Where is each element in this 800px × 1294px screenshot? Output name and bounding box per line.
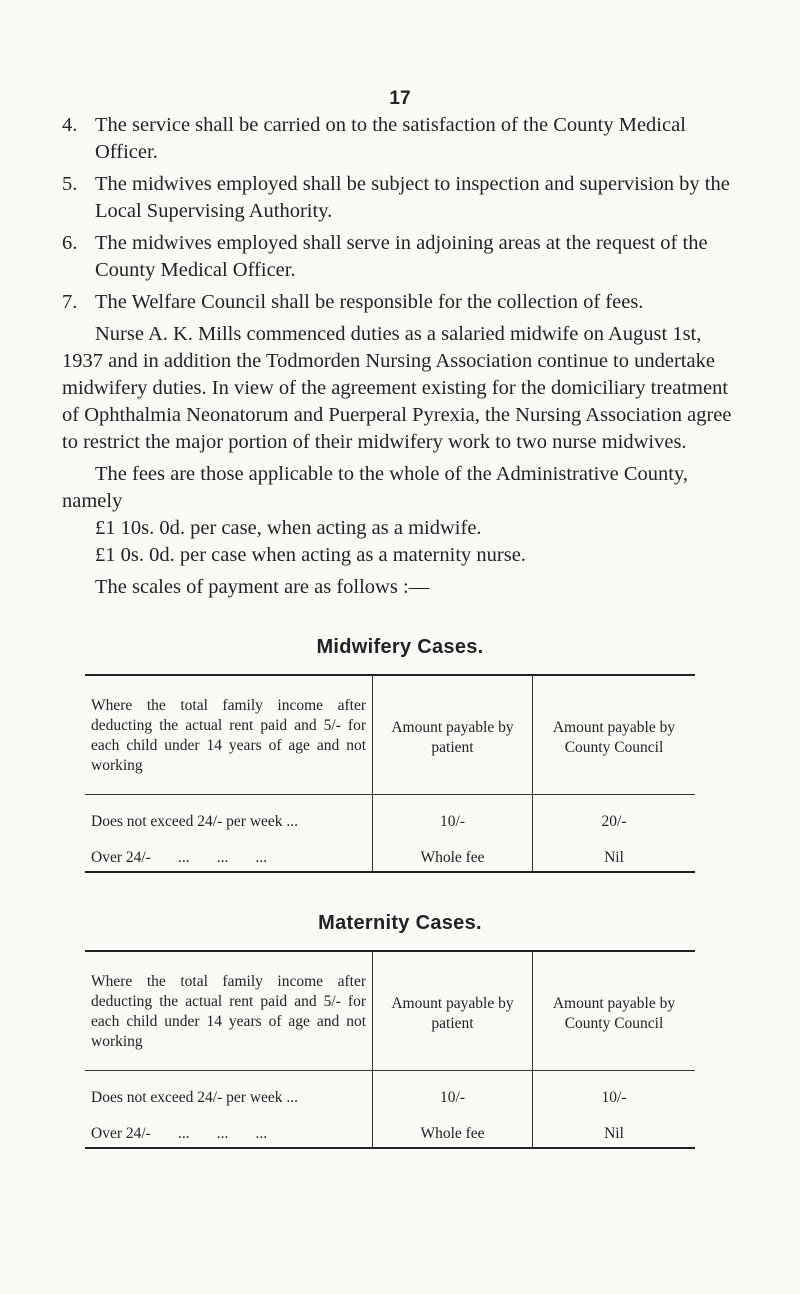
table-row	[85, 795, 695, 841]
item-number: 5.	[62, 173, 78, 195]
cell-patient: 10/-	[372, 1071, 532, 1117]
list-item	[62, 112, 742, 166]
cell-patient: 10/-	[372, 795, 532, 841]
body-text	[62, 112, 742, 601]
cell-patient: Whole fee	[372, 841, 532, 871]
paragraph-fees: The fees are those applicable to the whole of the Administrative County, namely	[62, 463, 688, 512]
paragraph-scales: The scales of payment are as follows :—	[95, 576, 430, 598]
item-number: 4.	[62, 114, 78, 136]
table-row	[85, 841, 695, 871]
item-text: The midwives employed shall serve in adjoining areas at the request of the County Medical Officer.	[95, 232, 708, 281]
cell-council: Nil	[532, 1117, 695, 1147]
column-header-council: Amount payable by County Council	[532, 952, 695, 1070]
list-item	[62, 171, 742, 225]
fee-midwife: £1 10s. 0d. per case, when acting as a midwife.	[95, 517, 482, 539]
list-item	[62, 289, 742, 316]
cell-income: Over 24/- ... ... ...	[91, 1125, 268, 1142]
item-text: The service shall be carried on to the satisfaction of the County Medical Officer.	[95, 114, 686, 163]
table-header	[85, 952, 695, 1070]
item-text: The Welfare Council shall be responsible for the collection of fees.	[95, 291, 644, 313]
column-header-patient: Amount payable by patient	[372, 676, 532, 794]
table-row	[85, 1071, 695, 1117]
list-item	[62, 230, 742, 284]
cell-income: Does not exceed 24/- per week ...	[91, 813, 299, 830]
column-header-patient: Amount payable by patient	[372, 952, 532, 1070]
cell-income: Over 24/- ... ... ...	[91, 849, 268, 866]
midwifery-table	[85, 674, 695, 873]
cell-council: 10/-	[532, 1071, 695, 1117]
table-heading-maternity: Maternity Cases.	[318, 912, 482, 934]
paragraph-nurse-mills: Nurse A. K. Mills commenced duties as a salaried midwife on August 1st, 1937 and in addition the Todmorden Nursing Association continue to undertake midwifery duties. In view of the agreement existing for the domiciliary treatment of Ophthalmia Neonatorum and Puerperal Pyrexia, the Nursing Association agree to restrict the major portion of their midwifery work to two nurse midwives.	[62, 323, 732, 453]
cell-council: Nil	[532, 841, 695, 871]
table-header	[85, 676, 695, 794]
cell-council: 20/-	[532, 795, 695, 841]
fee-maternity-nurse: £1 0s. 0d. per case when acting as a maternity nurse.	[95, 544, 526, 566]
table-heading-midwifery: Midwifery Cases.	[316, 636, 484, 658]
column-header-council: Amount payable by County Council	[532, 676, 695, 794]
page-number: 17	[389, 88, 411, 109]
cell-income: Does not exceed 24/- per week ...	[91, 1089, 299, 1106]
table-row	[85, 1117, 695, 1147]
column-header-income: Where the total family income after deducting the actual rent paid and 5/- for each child under 14 years of age and not working	[91, 697, 366, 774]
column-header-income: Where the total family income after deducting the actual rent paid and 5/- for each child under 14 years of age and not working	[91, 973, 366, 1050]
cell-patient: Whole fee	[372, 1117, 532, 1147]
maternity-table	[85, 950, 695, 1149]
item-number: 6.	[62, 232, 78, 254]
item-number: 7.	[62, 291, 78, 313]
item-text: The midwives employed shall be subject to inspection and supervision by the Local Supervising Authority.	[95, 173, 730, 222]
